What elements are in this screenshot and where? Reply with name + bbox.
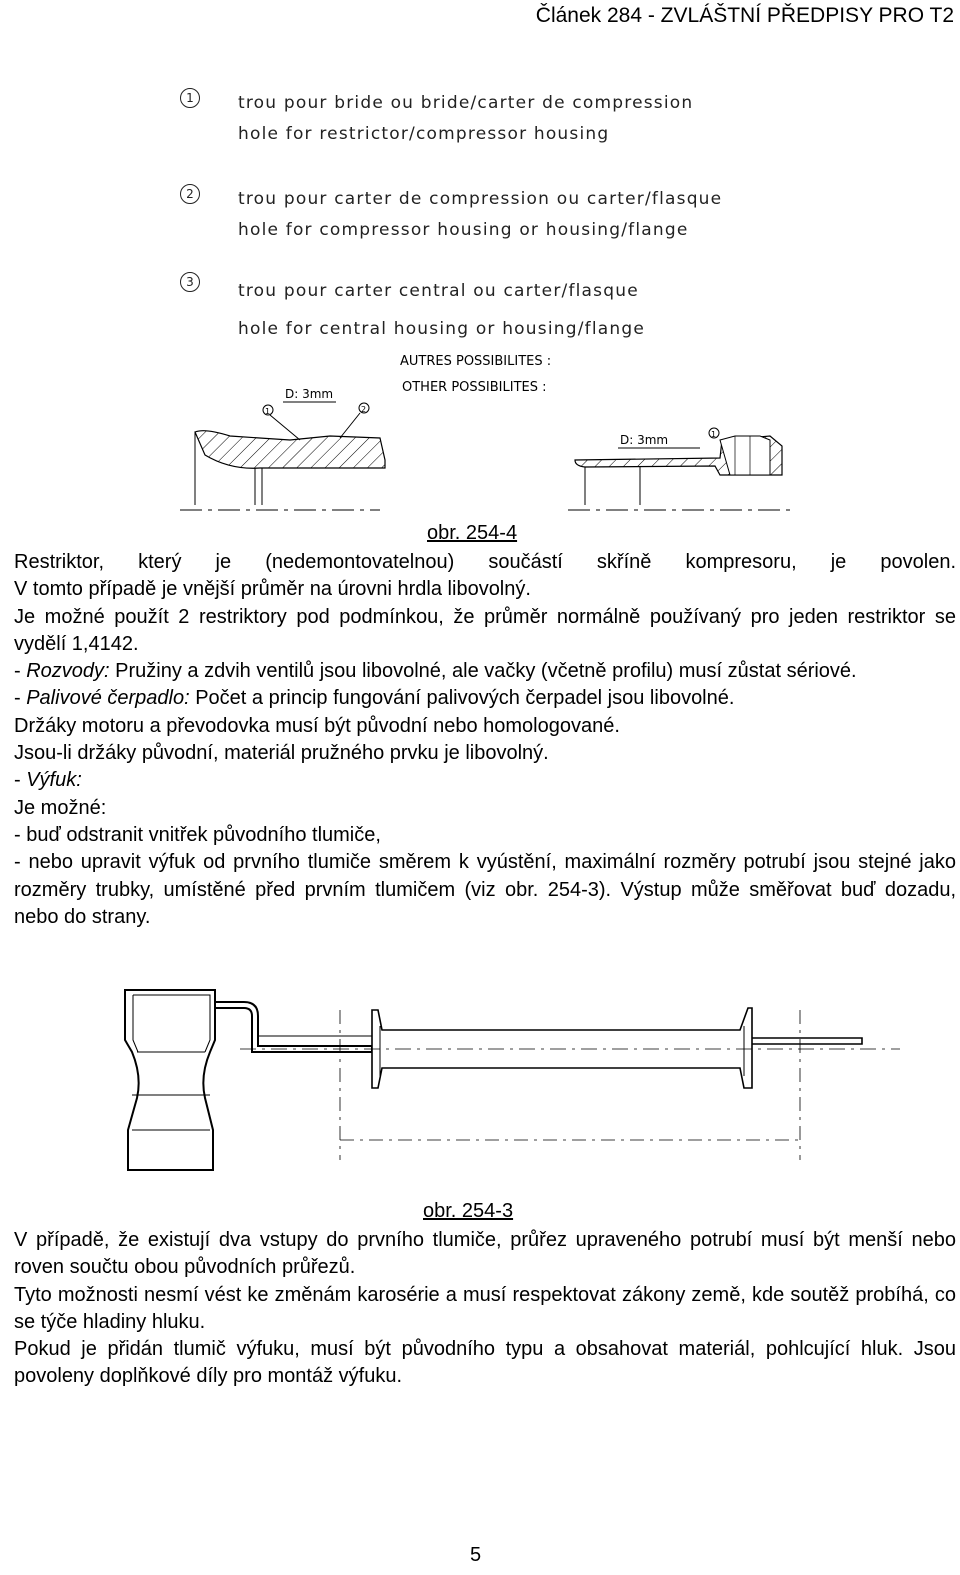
legend-item-1 [180,88,693,150]
body-section-1 [14,549,956,931]
other-possibilities-en: OTHER POSSIBILITES : [402,380,547,395]
paragraph-option-modify: - nebo upravit výfuk od prvního tlumiče směrem k vyústění, maximální rozměry potrubí jsou stejné jako rozměry trubky, umístěné před prvním tlumičem (viz obr. 254-3). Výstup může směřovat buď dozadu, nebo do strany. [14,851,956,928]
legend-number-1: 1 [180,88,200,108]
legend-item-3 [180,272,645,348]
legend-fr-1: trou pour bride ou bride/carter de compression [238,93,694,113]
paragraph-bodywork: Tyto možnosti nesmí vést ke změnám karosérie a musí respektovat zákony země, kde soutěž probíhá, co se týče hladiny hluku. [14,1283,956,1333]
label-fuel-pump: Palivové čerpadlo: [26,687,190,710]
legend-number-3: 3 [180,272,200,292]
legend-fr-2: trou pour carter de compression ou carter/flasque [238,189,723,209]
page-number: 5 [470,1544,482,1566]
paragraph-possible: Je možné: [14,796,107,819]
paragraph-timing: - Rozvody: Pružiny a zdvih ventilů jsou libovolné, ale vačky (včetně profilu) musí zůstat sériové. [14,660,857,683]
legend-en-2: hole for compressor housing or housing/flange [238,220,689,240]
callout-2-label: 2 [361,405,367,414]
paragraph-restrictor: Restriktor, který je (nedemontovatelnou) součástí skříně kompresoru, je povolen. [14,551,956,573]
dimension-left: D: 3mm [285,387,334,401]
figure-caption-254-4: obr. 254-4 [427,522,518,544]
paragraph-fuel-pump: - Palivové čerpadlo: Počet a princip fungování palivových čerpadel jsou libovolné. [14,687,735,710]
page-header: Článek 284 - ZVLÁŠTNÍ PŘEDPISY PRO T2 [535,4,954,27]
paragraph-engine-mounts: Držáky motoru a převodovka musí být původní nebo homologované. [14,714,620,737]
exhaust-drawing [0,980,960,1180]
legend-item-2 [180,184,722,246]
paragraph-option-remove: - buď odstranit vnitřek původního tlumiče, [14,823,381,846]
legend-number-2: 2 [180,184,200,204]
label-timing: Rozvody: [26,660,110,683]
figure-caption-254-3: obr. 254-3 [423,1200,514,1222]
legend-fr-3: trou pour carter central ou carter/flasque [238,281,639,301]
paragraph-silencer: Pokud je přidán tlumič výfuku, musí být původního typu a obsahovat materiál, pohlcující hluk. Jsou povoleny doplňkové díly pro montáž výfuku. [14,1338,956,1388]
legend-en-1: hole for restrictor/compressor housing [238,124,610,144]
dimension-right: D: 3mm [620,433,669,447]
paragraph-exhaust: - Výfuk: [14,769,82,792]
restrictor-drawing [0,340,960,520]
other-possibilities-fr: AUTRES POSSIBILITES : [400,354,552,369]
paragraph-outer-diameter: V tomto případě je vnější průměr na úrovni hrdla libovolný. [14,578,531,601]
body-section-2 [14,1227,956,1391]
paragraph-two-restrictors: Je možné použít 2 restriktory pod podmínkou, že průměr normálně používaný pro jeden restriktor se vydělí 1,4142. [14,605,956,655]
callout-right-1-label: 1 [711,430,717,439]
paragraph-mount-material: Jsou-li držáky původní, materiál pružného prvku je libovolný. [14,742,549,765]
legend-en-3: hole for central housing or housing/flange [238,319,645,339]
callout-1-label: 1 [265,407,271,416]
paragraph-two-inlets: V případě, že existují dva vstupy do prvního tlumiče, průřez upraveného potrubí musí být menší nebo roven součtu obou původních průřezů. [14,1229,956,1279]
label-exhaust: Výfuk: [26,769,82,792]
